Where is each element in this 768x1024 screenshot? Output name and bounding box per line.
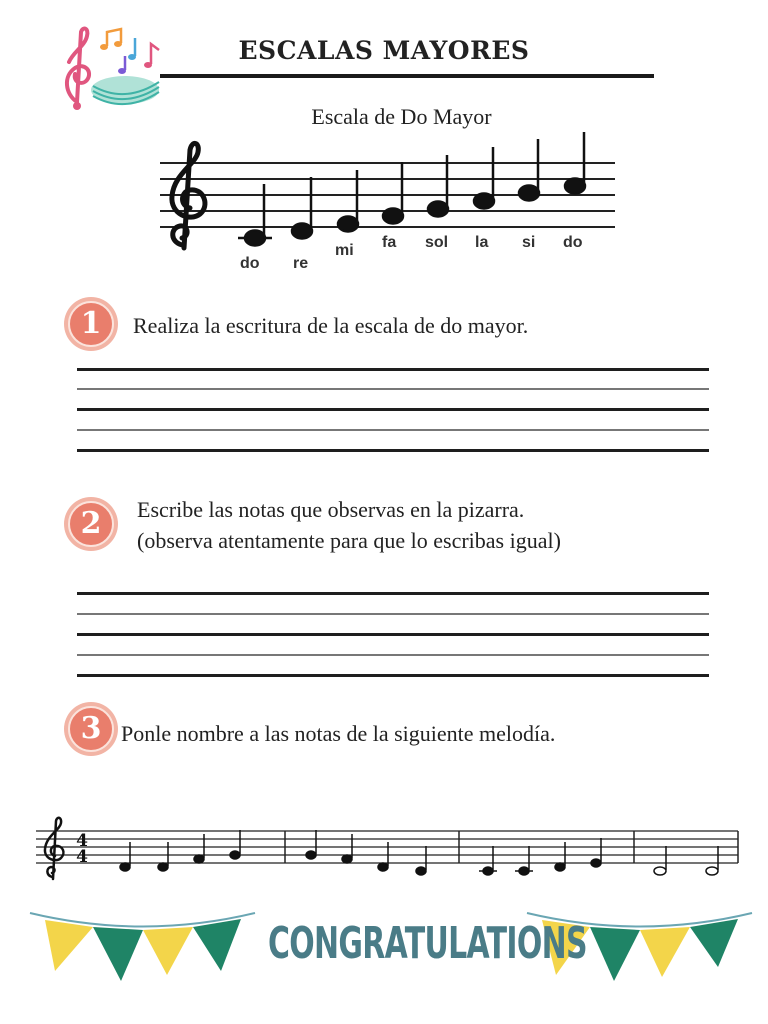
exercise-2-line-1: Escribe las notas que observas en la pizarra. [137,497,525,522]
exercise-1-text: Realiza la escritura de la escala de do mayor. [133,313,529,338]
congratulations-banner-text: CONGRATULATIONS [268,918,587,969]
note-name-la: la [475,234,489,251]
note-name-do: do [240,255,260,272]
note-name-mi: mi [335,242,354,259]
exercise-3-number: 3 [80,711,102,746]
exercise-2-number: 2 [80,506,102,541]
melody-treble-clef-icon [45,818,64,879]
time-signature-bottom: 4 [76,847,88,867]
exercise-1-number: 1 [80,306,102,341]
page-title: ESCALAS MAYORES [238,36,530,65]
exercise-2-text [137,494,561,556]
note-name-si: si [522,234,536,251]
note-name-re: re [293,255,309,272]
time-signature-top: 4 [76,831,88,851]
exercise-3-badge [64,702,118,756]
bunting-left-icon [25,905,260,985]
note-name-do-high: do [563,234,583,251]
note-name-sol: sol [425,234,449,251]
exercise-2-badge [64,497,118,551]
note-name-fa: fa [382,234,397,251]
scale-subtitle: Escala de Do Mayor [311,104,492,129]
exercise-1-badge [64,297,118,351]
melody-staff [36,815,742,890]
title-underline [160,74,654,78]
exercise-2-line-2: (observa atentamente para que lo escribas igual) [137,528,561,553]
exercise-3-text: Ponle nombre a las notas de la siguiente melodía. [121,721,556,746]
